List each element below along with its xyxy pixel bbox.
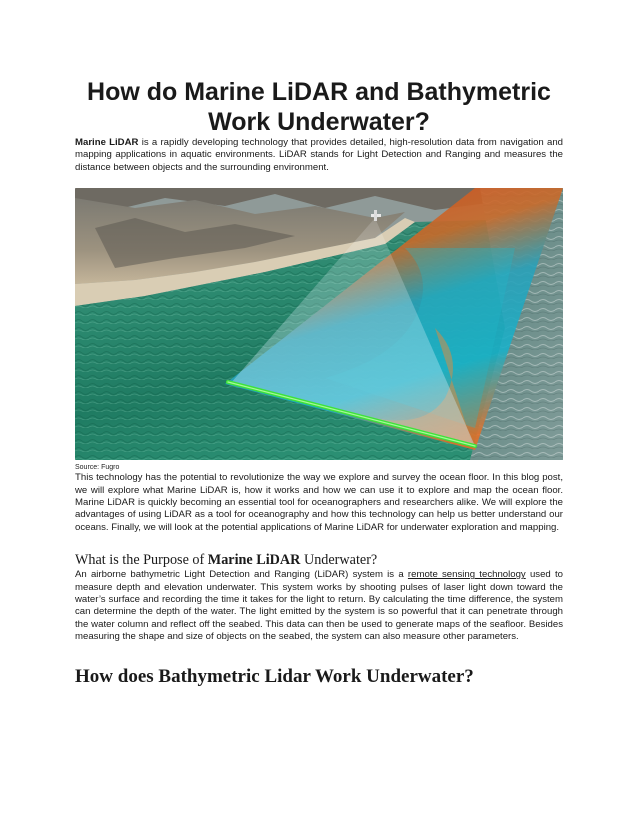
intro-bold-term: Marine LiDAR [75,137,139,148]
heading-purpose-post: Underwater? [300,552,378,569]
page-title [75,0,563,137]
para3-post: used to measure depth and elevation underwater. This system works by shooting pulses of laser light down toward the water’s surface and recording the time it takes for the light to return. By calculating the time difference, the system can determine the depth of the water. The light emitted by the system is so powerful that it can penetrate through the water column and reflect off the seabed. This data can then be used to generate maps of the seafloor. Besides measuring the shape and size of objects on the seabed, the system can also measure other parameters. [75,569,563,643]
para3-pre: An airborne bathymetric Light Detection and Ranging (LiDAR) system is a [75,569,408,581]
figure-caption: Source: Fugro [75,464,120,472]
paragraph-3 [75,569,563,643]
intro-paragraph [75,137,563,174]
section-heading-how: How does Bathymetric Lidar Work Underwater? [75,665,474,687]
lidar-illustration [75,188,563,460]
remote-sensing-link[interactable]: remote sensing technology [407,569,526,581]
title-line-2: Work Underwater? [208,108,430,136]
section-heading-purpose [75,551,563,569]
intro-text: is a rapidly developing technology that provides detailed, high-resolution data from navigation and mapping applications in aquatic environments. LiDAR stands for Light Detection and Ranging and measures the distance between objects and the surrounding environment. [75,137,564,173]
heading-purpose-pre: What is the Purpose of [75,552,208,569]
paragraph-2: This technology has the potential to revolutionize the way we explore and survey the ocean floor. In this blog post, we will explore what Marine LiDAR is, how it works and how we can use it to explore and map the ocean floor. Marine LiDAR is quickly becoming an essential tool for oceanographers and researchers alike. We will explore the advantages of using LiDAR as a tool for oceanography and how this technology can help us better understand our oceans. Finally, we will look at the potential applications of Marine LiDAR for underwater exploration and mapping. [75,472,563,533]
heading-purpose-bold: Marine LiDAR [207,552,301,569]
lidar-figure-image [75,188,563,460]
title-line-1: How do Marine LiDAR and Bathymetric [87,78,551,106]
